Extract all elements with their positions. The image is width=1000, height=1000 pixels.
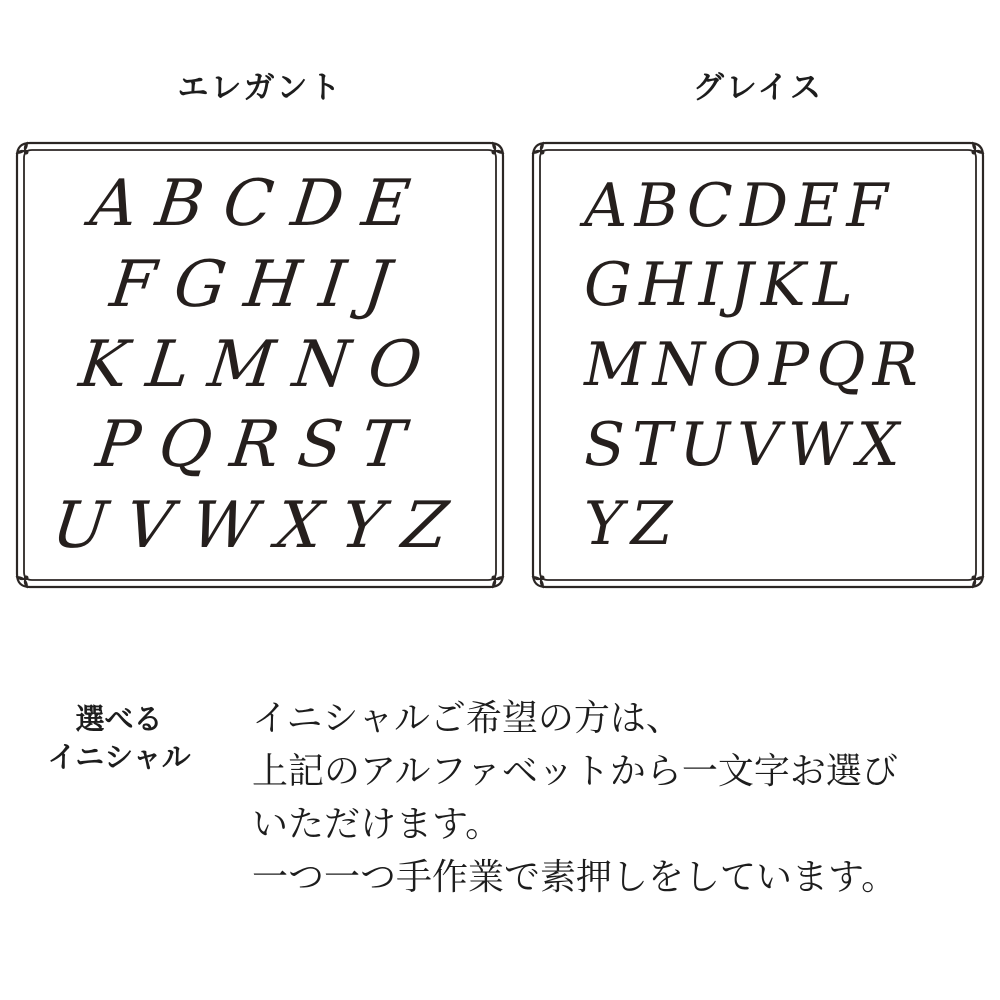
alphabet-row: FGHIJ	[106, 247, 414, 322]
alphabet-row: GHIJKL	[584, 250, 860, 321]
panel-elegant	[14, 140, 506, 590]
panel-title-elegant: エレガント	[177, 70, 343, 106]
note-body-line: 上記のアルファベットから一文字お選び	[252, 751, 898, 792]
alphabet-elegant	[28, 156, 492, 574]
alphabet-grace	[544, 156, 972, 574]
alphabet-row: ABCDEF	[584, 170, 896, 241]
panel-grace	[530, 140, 986, 590]
alphabet-row: ABCDE	[86, 167, 434, 242]
alphabet-row: KLMNO	[75, 327, 445, 402]
note-label-line: 選べる	[75, 702, 163, 736]
note-body	[252, 692, 898, 904]
panel-title-grace: グレイス	[692, 70, 824, 106]
note-label-line: イニシャル	[47, 740, 191, 774]
alphabet-row: YZ	[584, 489, 680, 560]
note-body-line: イニシャルご希望の方は、	[252, 698, 682, 739]
alphabet-row: PQRST	[92, 408, 428, 483]
note-body-line: 一つ一つ手作業で素押しをしています。	[252, 857, 898, 898]
alphabet-row: STUVWX	[584, 409, 907, 480]
alphabet-row: MNOPQR	[584, 329, 926, 400]
note-label	[38, 700, 200, 776]
note-body-line: いただけます。	[252, 804, 502, 845]
alphabet-row: UVWXYZ	[48, 488, 472, 563]
